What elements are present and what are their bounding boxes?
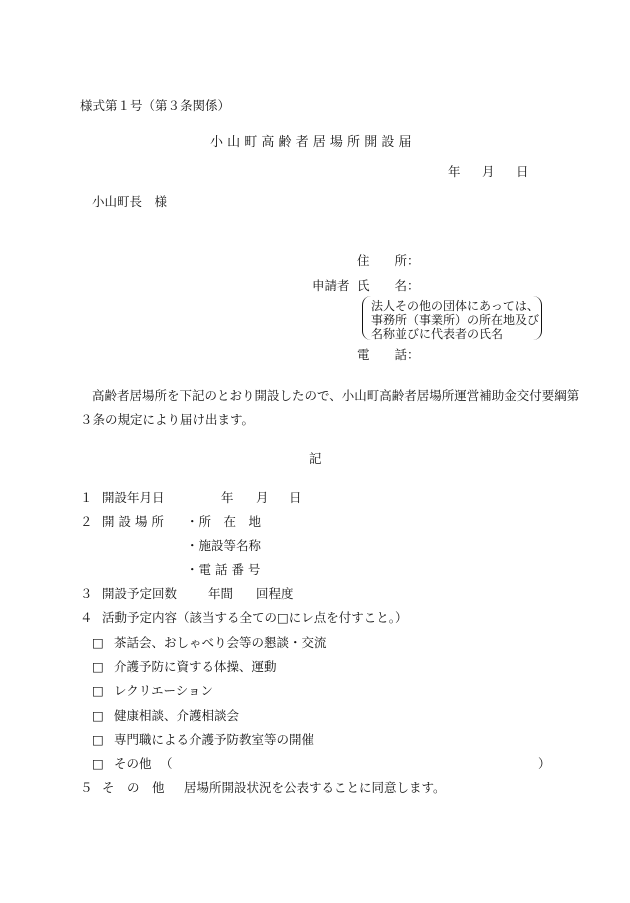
item4-number: ４ [80, 610, 93, 625]
item1-number: １ [80, 490, 93, 505]
item3-number: ３ [80, 586, 93, 601]
activity-label-1: 茶話会、おしゃべり会等の懇談・交流 [114, 635, 327, 650]
other-open-paren: （ [160, 756, 173, 771]
corporate-note-bracket [362, 296, 542, 340]
item2-facility-name: ・施設等名称 [186, 538, 262, 553]
ki-heading: 記 [309, 451, 322, 466]
item1-year: 年 [221, 490, 234, 505]
item3-times: 回程度 [256, 586, 294, 601]
date-month-label: 月 [482, 164, 495, 179]
item2-address: ・所 在 地 [186, 514, 262, 529]
activity-label-4: 健康相談、介護相談会 [114, 708, 240, 723]
date-year-label: 年 [448, 164, 461, 179]
activity-checkbox-1[interactable]: □ [92, 635, 104, 650]
activity-checkbox-4[interactable]: □ [92, 708, 104, 723]
phone-label: 電 話： [357, 347, 420, 362]
item5-number: ５ [80, 780, 93, 795]
item3-years: 年間 [208, 586, 234, 601]
activity-checkbox-2[interactable]: □ [92, 659, 104, 674]
activity-checkbox-5[interactable]: □ [92, 732, 104, 747]
activity-checkbox-3[interactable]: □ [92, 683, 104, 698]
item1-day: 日 [289, 490, 302, 505]
item5-label: そ の 他 [102, 780, 165, 795]
form-title: 小 山 町 高 齢 者 居 場 所 開 設 届 [210, 135, 412, 150]
note-line-2: 事務所（事業所）の所在地及び [371, 313, 540, 327]
date-day-label: 日 [516, 164, 529, 179]
name-label: 氏 名： [357, 278, 420, 293]
item5-consent-text: 居場所開設状況を公表することに同意します。 [184, 780, 446, 795]
form-number: 様式第１号（第３条関係） [80, 98, 231, 113]
item1-month: 月 [256, 490, 269, 505]
item2-number: ２ [80, 514, 93, 529]
item3-label: 開設予定回数 [102, 586, 178, 601]
body-line-1: 高齢者居場所を下記のとおり開設したので、小山町高齢者居場所運営補助金交付要綱第 [92, 388, 580, 403]
note-line-3: 名称並びに代表者の氏名 [371, 327, 504, 341]
body-line-2: ３条の規定により届け出ます。 [80, 412, 255, 427]
applicant-label: 申請者 [312, 278, 350, 293]
item2-phone: ・電 話 番 号 [186, 562, 261, 577]
item1-label: 開設年月日 [102, 490, 165, 505]
activity-label-5: 専門職による介護予防教室等の開催 [114, 732, 315, 747]
addressee: 小山町長 様 [92, 194, 168, 209]
note-line-1: 法人その他の団体にあっては、 [371, 299, 539, 313]
other-details-field[interactable] [175, 756, 530, 772]
item2-label: 開 設 場 所 [102, 514, 164, 529]
activity-label-3: レクリエーション [114, 683, 214, 698]
other-close-paren: ） [538, 756, 551, 771]
item4-label: 活動予定内容（該当する全ての□にレ点を付すこと。） [102, 610, 408, 625]
activity-label-2: 介護予防に資する体操、運動 [114, 659, 277, 674]
activity-checkbox-other[interactable]: □ [92, 756, 104, 771]
address-label: 住 所： [357, 253, 420, 268]
activity-other-label: その他 [114, 756, 152, 771]
